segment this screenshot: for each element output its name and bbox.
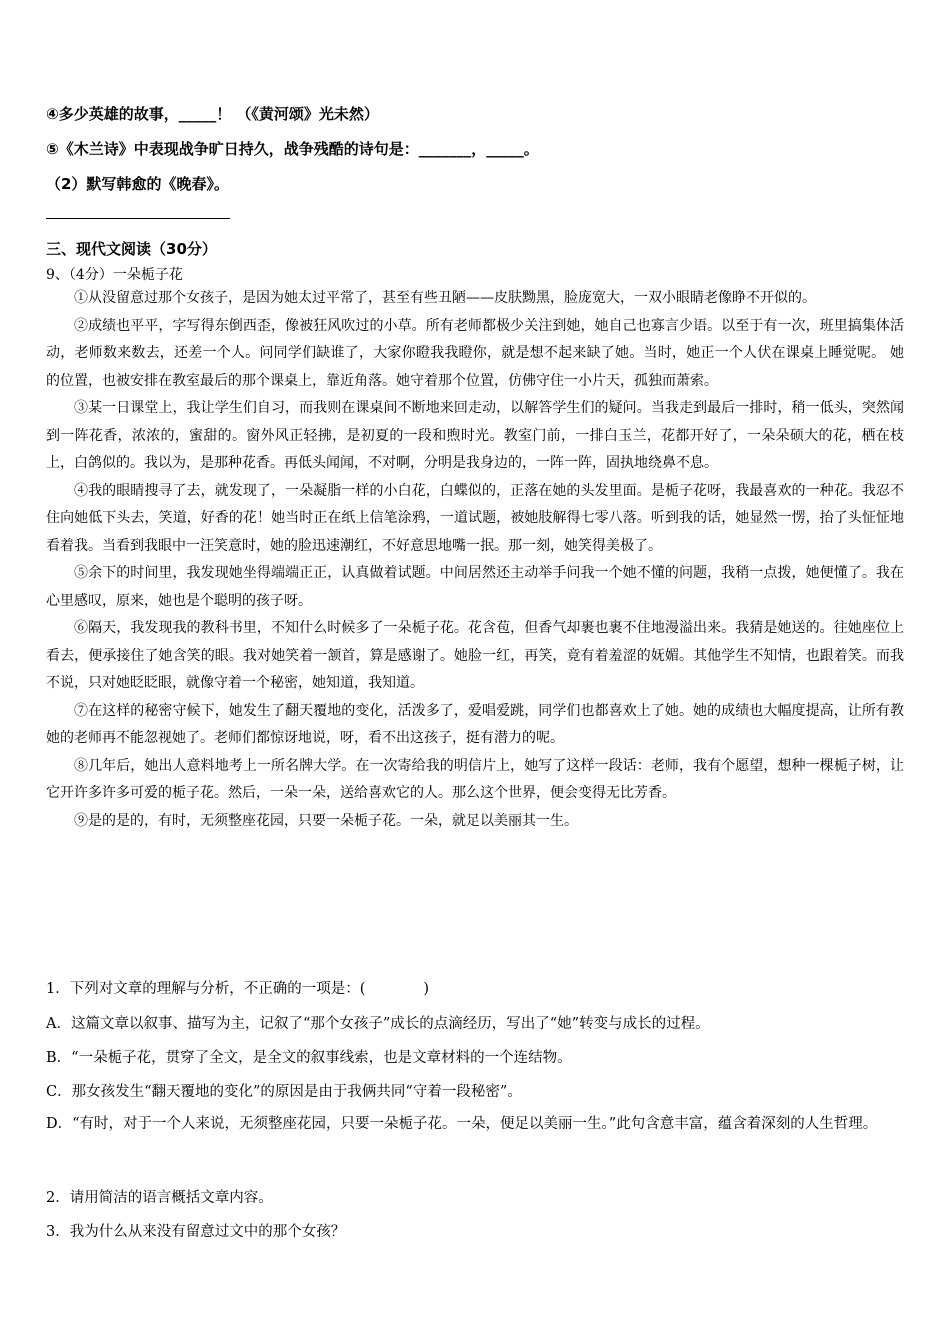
- paragraph: ①从没留意过那个女孩子，是因为她太过平常了，甚至有些丑陋——皮肤黝黑，脸庞宽大，一双小眼睛老像睁不开似的。: [74, 290, 816, 306]
- paragraph: ⑧几年后，她出人意料地考上一所名牌大学。在一次寄给我的明信片上，她写了这样一段话：老师，我有个愿望，想种一棵栀子树，让它开许多许多可爱的栀子花。然后，一朵一朵，送给喜欢它的人。那么这个世界，便会变得无比芳香。: [46, 757, 904, 801]
- section-title: 三、现代文阅读（30分）: [46, 240, 217, 258]
- paragraph: ③某一日课堂上，我让学生们自习，而我则在课桌间不断地来回走动，以解答学生们的疑问。当我走到最后一排时，稍一低头，突然闻到一阵花香，浓浓的，蜜甜的。窗外风正轻拂，是初夏的一段和煦时光。教室门前，一排白玉兰，花都开好了，一朵朵硕大的花，栖在枝上，白鸽似的。我以为，是那种花香。再低头闻闻，不对啊，分明是我身边的，一阵一阵，固执地绕鼻不息。: [46, 400, 904, 471]
- poem-item-4: ④多少英雄的故事，_____！ （《黄河颂》光未然）: [46, 105, 379, 123]
- paragraph: ②成绩也平平，字写得东倒西歪，像被狂风吹过的小草。所有老师都极少关注到她，她自己也寡言少语。以至于有一次，班里搞集体活动，老师数来数去，还差一个人。问同学们缺谁了，大家你瞪我我瞪你，就是想不起来缺了她。当时，她正一个人伏在课桌上睡觉呢。 她的位置，也被安排在教室最后的那个课桌上，靠近角落。她守着那个位置，仿佛守住一小片天，孤独而萧索。: [46, 317, 904, 389]
- question-heading: 9、（4分）一朵栀子花: [46, 267, 183, 283]
- option-b: B．“一朵栀子花，贯穿了全文，是全文的叙事线索，也是文章材料的一个连结物。: [46, 1050, 572, 1066]
- paragraph: ⑨是的是的，有时，无须整座花园，只要一朵栀子花。一朵，就足以美丽其一生。: [74, 812, 578, 829]
- paragraph: ⑦在这样的秘密守候下，她发生了翻天覆地的变化，活泼多了，爱唱爱跳，同学们也都喜欢上了她。她的成绩也大幅度提高，让所有教她的老师再不能忽视她了。老师们都惊讶地说，呀，看不出这孩子，挺有潜力的呢。: [46, 702, 904, 746]
- paragraph: ⑥隔天，我发现我的教科书里，不知什么时候多了一朵栀子花。花含苞，但香气却裹也裹不住地漫溢出来。我猜是她送的。往她座位上看去，便承接住了她含笑的眼。我对她笑着一颔首，算是感谢了。她脸一红，再笑，竟有着羞涩的妩媚。其他学生不知情，也跟着笑。而我不说，只对她眨眨眼，就像守着一个秘密，她知道，我知道。: [46, 620, 904, 691]
- paragraph: ⑤余下的时间里，我发现她坐得端端正正，认真做着试题。中间居然还主动举手问我一个她不懂的问题，我稍一点拨，她便懂了。我在心里感叹，原来，她也是个聪明的孩子呀。: [46, 565, 904, 609]
- reading-article: [46, 285, 904, 835]
- answer-line: [46, 218, 230, 219]
- question-1-stem: 1．下列对文章的理解与分析，不正确的一项是：( ): [46, 981, 430, 997]
- poem-item-2-prompt: （2）默写韩愈的《晚春》。: [46, 175, 229, 193]
- option-d: D．“有时，对于一个人来说，无须整座花园，只要一朵栀子花。一朵，便足以美丽一生。”此句含意丰富，蕴含着深刻的人生哲理。: [46, 1116, 878, 1132]
- option-a: A．这篇文章以叙事、描写为主，记叙了“那个女孩子”成长的点滴经历，写出了“她”转变与成长的过程。: [46, 1016, 710, 1032]
- question-3: 3．我为什么从来没有留意过文中的那个女孩？: [46, 1224, 346, 1240]
- question-2: 2．请用简洁的语言概括文章内容。: [46, 1190, 273, 1206]
- poem-item-5: ⑤《木兰诗》中表现战争旷日持久，战争残酷的诗句是：_______，_____。: [46, 140, 539, 158]
- paragraph: ④我的眼睛搜寻了去，就发现了，一朵凝脂一样的小白花，白蝶似的，正落在她的头发里面。是栀子花呀，我最喜欢的一种花。我忍不住向她低下头去，笑道，好香的花！她当时正在纸上信笔涂鸦，一道试题，被她肢解得七零八落。听到我的话，她显然一愣，抬了头怔怔地看着我。当看到我眼中一汪笑意时，她的脸迅速潮红，不好意思地嘴一抿。那一刻，她笑得美极了。: [46, 482, 904, 554]
- option-c: C．那女孩发生“翻天覆地的变化”的原因是由于我俩共同“守着一段秘密”。: [46, 1084, 522, 1100]
